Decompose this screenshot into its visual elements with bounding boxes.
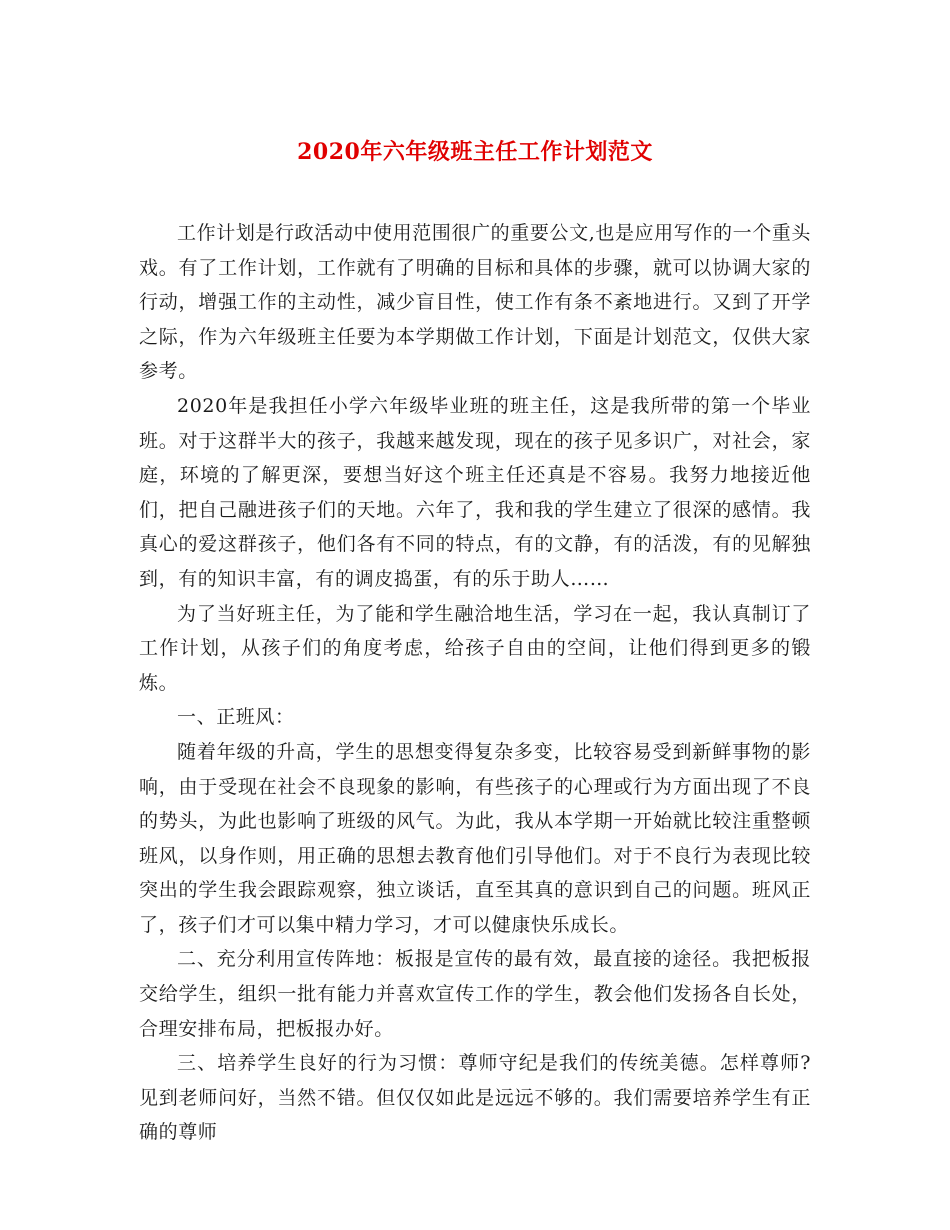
paragraph-class-style: 随着年级的升高，学生的思想变得复杂多变，比较容易受到新鲜事物的影响，由于受现在社会不良现象的影响，有些孩子的心理或行为方面出现了不良的势头，为此也影响了班级的风气。为此，我从本学期一开始就比较注重整顿班风，以身作则，用正确的思想去教育他们引导他们。对于不良行为表现比较突出的学生我会跟踪观察，独立谈话，直至其真的意识到自己的问题。班风正了，孩子们才可以集中精力学习，才可以健康快乐成长。 [139, 740, 811, 936]
document-title: 2020年六年级班主任工作计划范文 [297, 139, 653, 165]
section-heading-class-style: 一、正班风： [177, 706, 295, 729]
document-body [139, 216, 811, 1150]
paragraph-intro: 工作计划是行政活动中使用范围很广的重要公文,也是应用写作的一个重头戏。有了工作计划，工作就有了明确的目标和具体的步骤，就可以协调大家的行动，增强工作的主动性，减少盲目性，使工作有条不紊地进行。又到了开学之际，作为六年级班主任要为本学期做工作计划，下面是计划范文，仅供大家参考。 [139, 222, 811, 383]
paragraph-behavior-habits: 三、培养学生良好的行为习惯：尊师守纪是我们的传统美德。怎样尊师?见到老师问好，当然不错。但仅仅如此是远远不够的。我们需要培养学生有正确的尊师 [139, 1052, 811, 1144]
paragraph-background: 2020年是我担任小学六年级毕业班的班主任，这是我所带的第一个毕业班。对于这群半大的孩子，我越来越发现，现在的孩子见多识广，对社会，家庭，环境的了解更深，要想当好这个班主任还真是不容易。我努力地接近他们，把自己融进孩子们的天地。六年了，我和我的学生建立了很深的感情。我真心的爱这群孩子，他们各有不同的特点，有的文静，有的活泼，有的见解独到，有的知识丰富，有的调皮捣蛋，有的乐于助人…… [139, 394, 811, 590]
paragraph-plan-purpose: 为了当好班主任，为了能和学生融洽地生活，学习在一起，我认真制订了工作计划，从孩子们的角度考虑，给孩子自由的空间，让他们得到更多的锻炼。 [139, 602, 811, 694]
paragraph-blackboard: 二、充分利用宣传阵地：板报是宣传的最有效，最直接的途径。我把板报交给学生，组织一批有能力并喜欢宣传工作的学生，教会他们发扬各自长处，合理安排布局，把板报办好。 [139, 948, 811, 1040]
